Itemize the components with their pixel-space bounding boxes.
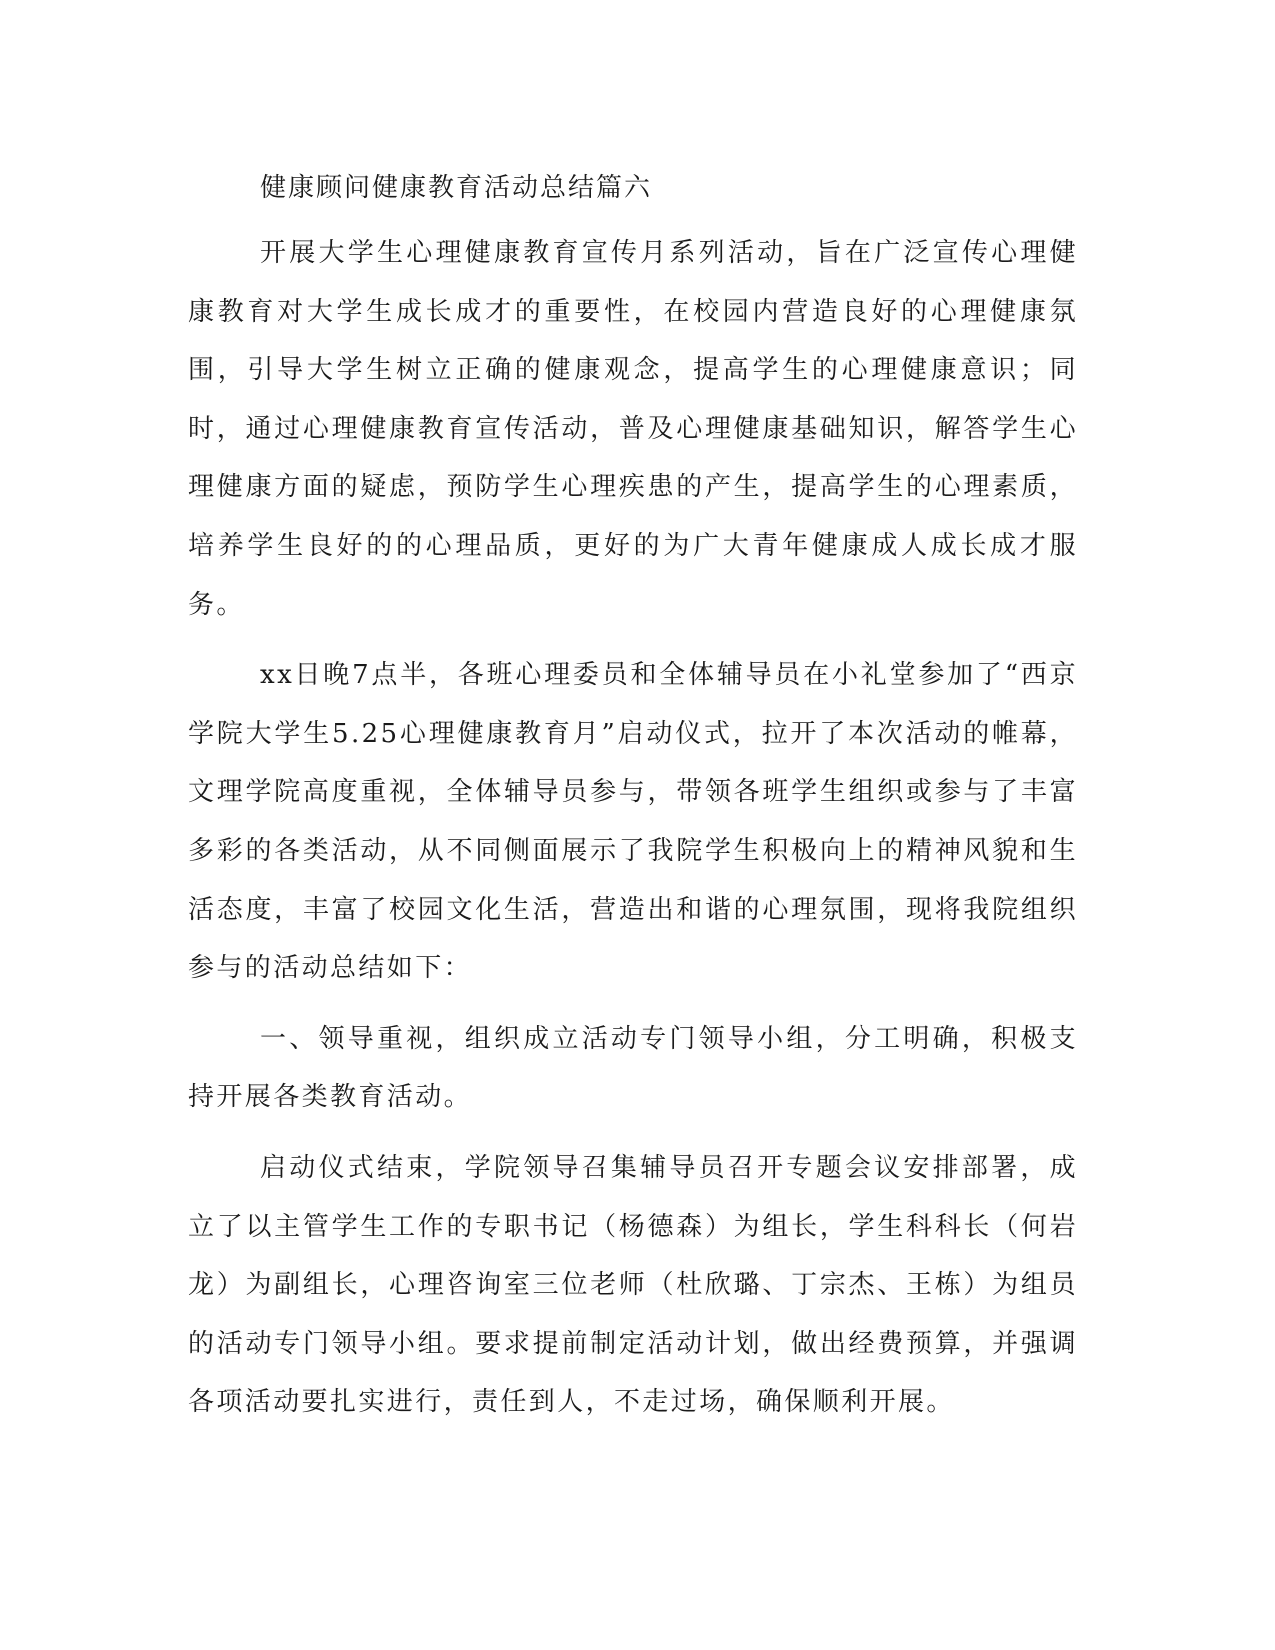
paragraph-launch-ceremony: xx日晚7点半，各班心理委员和全体辅导员在小礼堂参加了“西京学院大学生5.25心理健康教育月”启动仪式，拉开了本次活动的帷幕，文理学院高度重视，全体辅导员参与，带领各班学生组织或参与了丰富多彩的各类活动，从不同侧面展示了我院学生积极向上的精神风貌和生活态度，丰富了校园文化生活，营造出和谐的心理氛围，现将我院组织参与的活动总结如下： <box>188 660 1078 984</box>
paragraph-leadership-group: 启动仪式结束，学院领导召集辅导员召开专题会议安排部署，成立了以主管学生工作的专职书记（杨德森）为组长，学生科科长（何岩龙）为副组长，心理咨询室三位老师（杜欣璐、丁宗杰、王栋）为组员的活动专门领导小组。要求提前制定活动计划，做出经费预算，并强调各项活动要扎实进行，责任到人，不走过场，确保顺利开展。 <box>188 1152 1078 1418</box>
paragraph-section-one-heading: 一、领导重视，组织成立活动专门领导小组，分工明确，积极支持开展各类教育活动。 <box>188 1023 1078 1113</box>
document-title: 健康顾问健康教育活动总结篇六 <box>260 173 653 203</box>
document-body <box>188 168 1078 1444</box>
paragraph-purpose: 开展大学生心理健康教育宣传月系列活动，旨在广泛宣传心理健康教育对大学生成长成才的重要性，在校园内营造良好的心理健康氛围，引导大学生树立正确的健康观念，提高学生的心理健康意识；同时，通过心理健康教育宣传活动，普及心理健康基础知识，解答学生心理健康方面的疑虑，预防学生心理疾患的产生，提高学生的心理素质，培养学生良好的的心理品质，更好的为广大青年健康成人成长成才服务。 <box>188 238 1078 620</box>
